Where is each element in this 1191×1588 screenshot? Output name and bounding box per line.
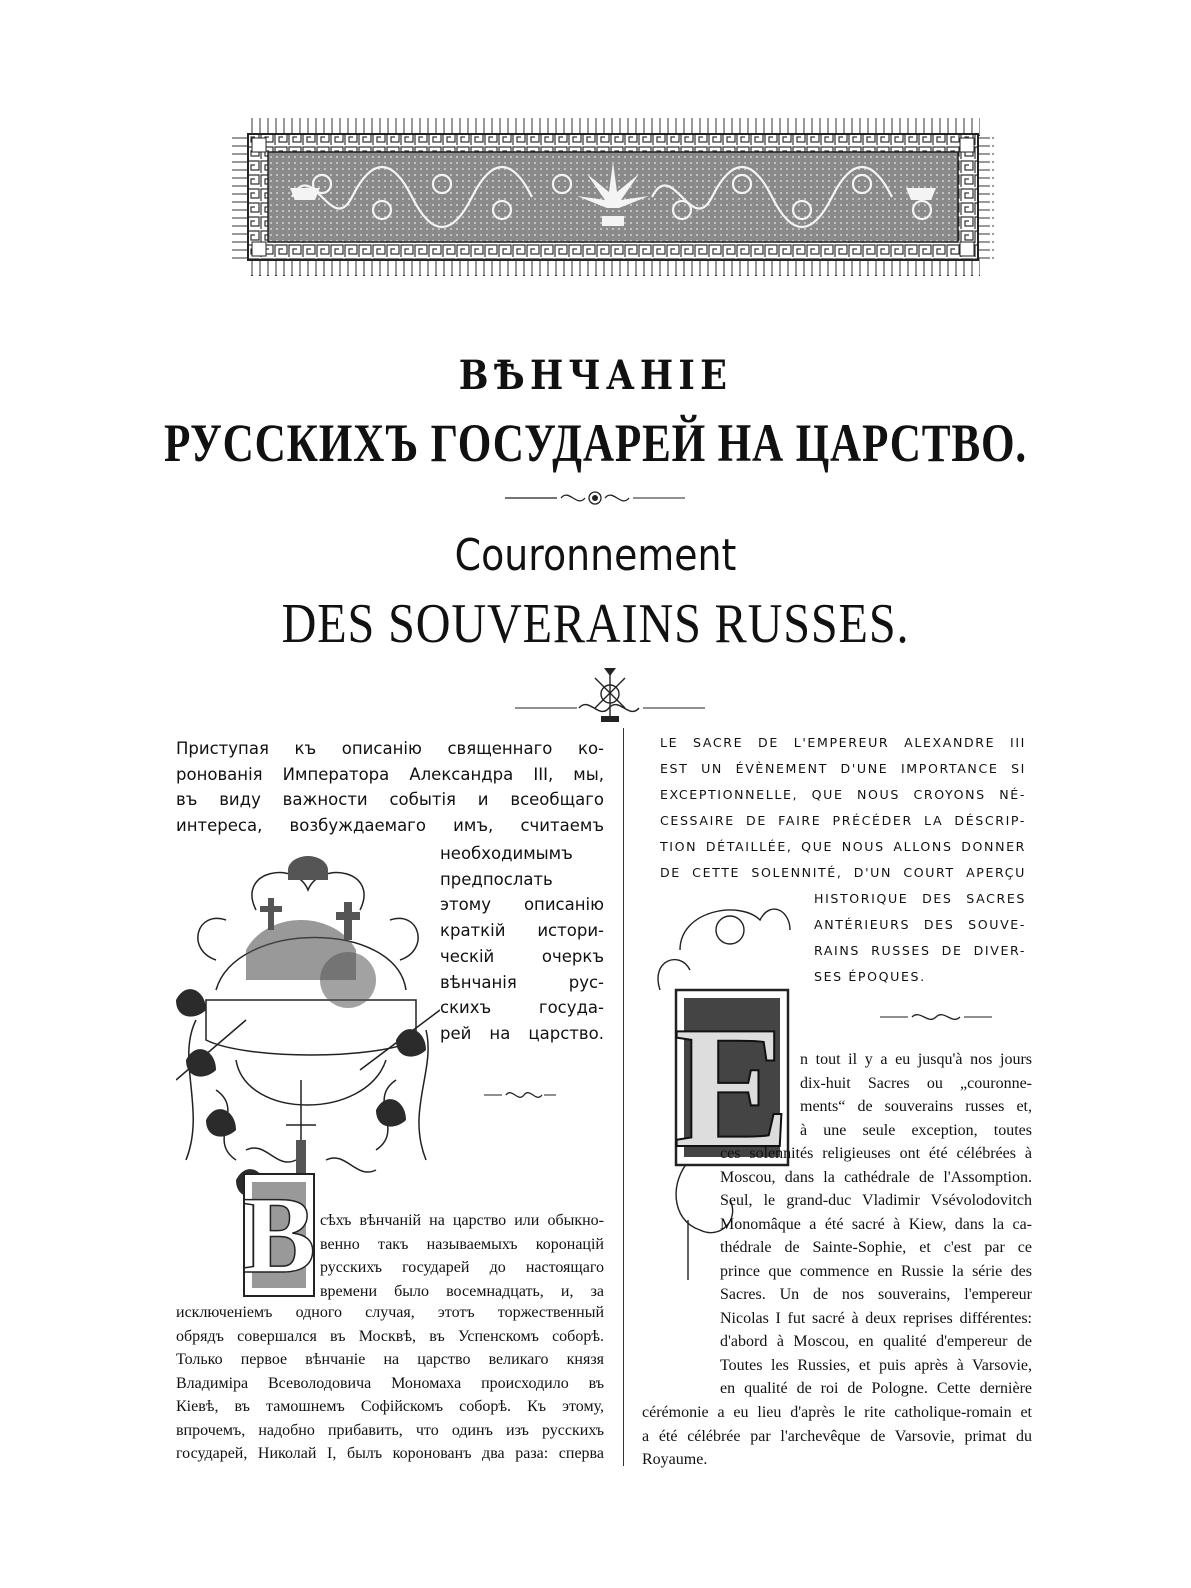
text-line: prince que commence en Russie la série des	[720, 1262, 1032, 1280]
text-line: Кіевѣ, въ тамошнемъ Софійскомъ соборѣ. Къ этому,	[176, 1398, 604, 1415]
text-line: рей на царство.	[440, 1023, 604, 1043]
text-line: EXCEPTIONNELLE, QUE NOUS CROYONS NÉ-	[660, 787, 1026, 802]
text-line: ческій очеркъ	[440, 946, 604, 966]
russian-intro-paragraph-narrow	[440, 841, 604, 1047]
paragraph-ornament	[484, 1086, 556, 1104]
text-line: n tout il y a eu jusqu'à nos jours	[800, 1051, 1032, 1068]
text-line: Royaume.	[642, 1451, 708, 1468]
text-line: SES ÉPOQUES.	[814, 969, 926, 984]
text-line: интереса, возбуждаемаго имъ, считаемъ	[176, 816, 604, 836]
text-line: Владиміра Всеволодовича Мономаха происходило въ	[176, 1374, 604, 1392]
drop-cap-letter: В	[242, 1174, 316, 1296]
drop-cap-letter: E	[673, 990, 791, 1184]
text-line: этому описанію	[440, 895, 604, 915]
text-line: Nicolas I fut sacré à deux reprises différentes:	[720, 1309, 1032, 1327]
text-line: d'abord à Moscou, en qualité d'empereur de	[720, 1333, 1032, 1350]
text-line: Только первое вѣнчаніе на царство великаго князя	[176, 1351, 604, 1368]
text-line: DE CETTE SOLENNITÉ, D'UN COURT APERÇU	[660, 865, 1026, 880]
text-line: CESSAIRE DE FAIRE PRÉCÉDER LA DÉSCRIP-	[660, 813, 1026, 828]
text-line: Monomâque a été sacré à Kiew, dans la ca-	[720, 1215, 1032, 1233]
text-line: Seul, le grand-duc Vladimir Vsévolodovitch	[720, 1192, 1032, 1209]
text-line: ments“ de souverains russes et,	[800, 1098, 1032, 1115]
text-line: обрядъ совершался въ Москвѣ, въ Успенскомъ соборѣ.	[176, 1327, 604, 1345]
text-line: русскихъ государей до настоящаго	[320, 1259, 604, 1276]
text-line: вѣнчанія рус-	[440, 972, 604, 992]
text-line: скихъ госуда-	[440, 998, 604, 1018]
text-line: въ виду важности событія и всеобщаго	[176, 790, 604, 810]
text-line: TION DÉTAILLÉE, QUE NOUS ALLONS DONNER	[660, 839, 1026, 854]
text-line: венно такъ называемыхъ коронацій	[320, 1235, 604, 1253]
text-line: государей, Николай I, былъ коронованъ два раза: сперва	[176, 1445, 604, 1462]
title-french-line1: Couronnement	[454, 530, 737, 581]
text-line: Sacres. Un de nos souverains, l'empereur	[720, 1286, 1032, 1303]
text-line: cérémonie a eu lieu d'après le rite catholique-romain et	[642, 1404, 1032, 1421]
text-line: ces solennités religieuses ont été célébrées à	[720, 1145, 1032, 1162]
text-line: LE SACRE DE L'EMPEREUR ALEXANDRE III	[660, 735, 1026, 750]
title-divider-ornament	[505, 484, 685, 512]
text-line: исключеніемъ одного случая, этотъ торжественный	[176, 1304, 604, 1321]
text-line: dix-huit Sacres ou „couronne-	[800, 1074, 1032, 1092]
text-line: EST UN ÉVÈNEMENT D'UNE IMPORTANCE SI	[660, 761, 1026, 776]
french-body-paragraph-narrow	[800, 1048, 1032, 1142]
text-line: HISTORIQUE DES SACRES	[814, 891, 1026, 906]
text-line: впрочемъ, надобно прибавить, что одинъ изъ русскихъ	[176, 1421, 604, 1439]
text-line: необходимымъ	[440, 844, 573, 863]
title-russian-line2: РУССКИХЪ ГОСУДАРЕЙ НА ЦАРСТВО.	[164, 413, 1027, 473]
text-line: Toutes les Russies, et puis après à Varsovie,	[720, 1356, 1032, 1374]
french-intro-paragraph	[634, 730, 1026, 886]
text-line: en qualité de roi de Pologne. Cette dernière	[720, 1380, 1032, 1397]
text-line: сѣхъ вѣнчаній на царство или обыкно-	[320, 1212, 604, 1229]
column-divider-rule	[623, 728, 624, 1466]
text-line: a été célébrée par l'archevêque de Varsovie, primat du	[642, 1427, 1032, 1445]
paragraph-ornament	[880, 1008, 992, 1026]
russian-intro-paragraph	[176, 736, 604, 839]
russian-body-paragraph	[176, 1301, 604, 1466]
drop-cap-v-ornament	[240, 1170, 318, 1300]
ornamental-header-banner	[232, 118, 994, 276]
text-line: краткій истори-	[440, 921, 604, 941]
french-body-paragraph	[642, 1401, 1032, 1472]
russian-body-paragraph-narrow	[320, 1209, 604, 1303]
section-ornament-vignette	[515, 664, 705, 726]
text-line: Moscou, dans la cathédrale de l'Assomption.	[720, 1168, 1032, 1186]
text-line: à une seule exception, toutes	[800, 1121, 1032, 1139]
text-line: времени было восемнадцать, и, за	[320, 1282, 604, 1300]
text-line: ронованія Императора Александра III, мы,	[176, 764, 604, 784]
text-line: предпослать	[440, 869, 553, 889]
french-intro-paragraph-narrow	[814, 886, 1026, 990]
text-line: Приступая къ описанію священнаго ко-	[176, 739, 604, 758]
text-line: RAINS RUSSES DE DIVER-	[814, 943, 1026, 958]
text-line: thédrale de Sainte-Sophie, et c'est par ce	[720, 1239, 1032, 1256]
text-line: ANTÉRIEURS DES SOUVE-	[814, 917, 1026, 932]
title-french-line2: DES SOUVERAINS RUSSES.	[281, 593, 910, 655]
french-body-paragraph-mid	[720, 1142, 1032, 1401]
crown-regalia-illustration	[176, 840, 440, 1210]
title-russian-line1: ВѢНЧАНІЕ	[458, 352, 733, 399]
